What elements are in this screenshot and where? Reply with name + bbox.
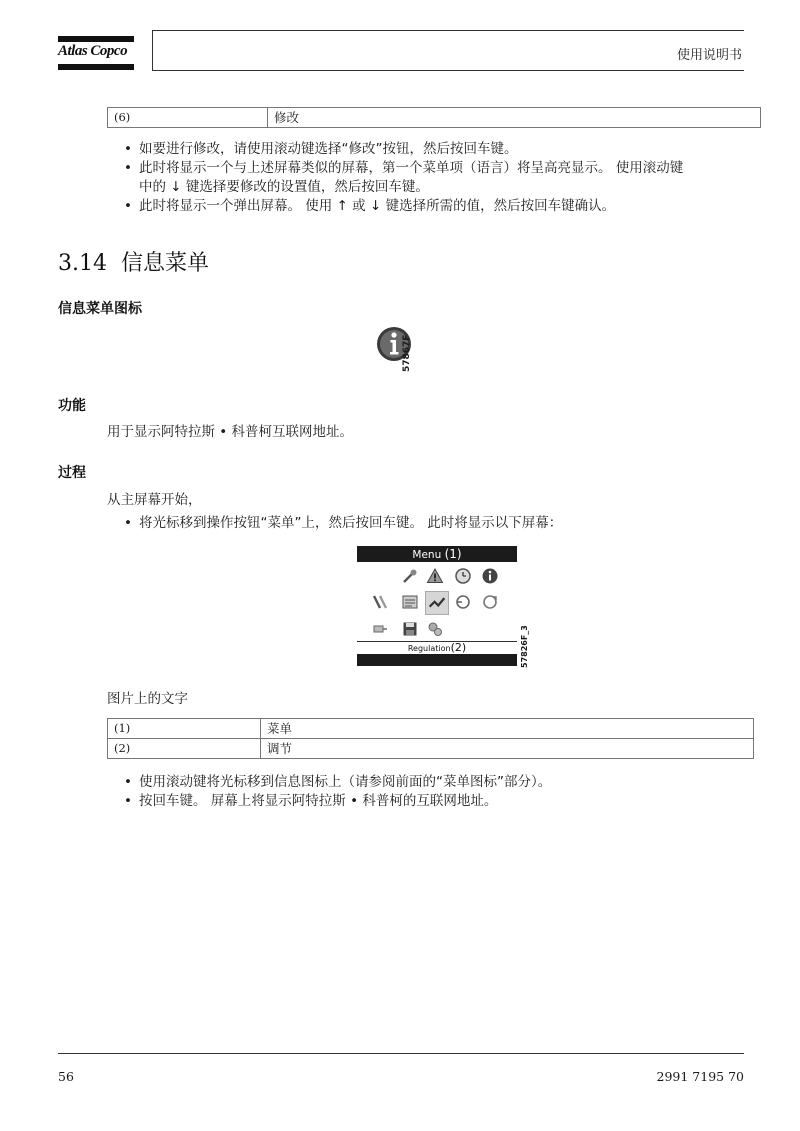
refresh-icon [481, 593, 499, 611]
modify-steps [122, 140, 752, 216]
info-menu-icon [481, 567, 499, 585]
section-title: 信息菜单 [120, 251, 209, 276]
table-row [108, 739, 754, 759]
save-icon [401, 620, 419, 638]
table-row [108, 719, 754, 739]
table-key: (2) [108, 739, 261, 759]
clock-icon [454, 567, 472, 585]
footer-rule [58, 1053, 744, 1054]
settings-icon [426, 620, 444, 638]
table-key: (1) [108, 719, 261, 739]
list-item: • 此时将显示一个弹出屏幕。 使用 ↑ 或 ↓ 键选择所需的值，然后按回车键确认。 [122, 197, 752, 216]
screen-title-marker: (1) [444, 547, 462, 561]
list-item: • 使用滚动键将光标移到信息图标上（请参阅前面的“菜单图标”部分）。 [122, 773, 742, 792]
list-item-continuation: 中的 ↓ 键选择要修改的设置值，然后按回车键。 [139, 179, 429, 195]
list-item [122, 159, 752, 197]
table-value: 修改 [268, 108, 761, 128]
screen-footer-marker: (2) [450, 641, 467, 654]
menu-screenshot [357, 546, 517, 666]
logo-bar-top [58, 36, 134, 42]
figure-caption: 图片上的文字 [107, 691, 188, 707]
service-icon [371, 593, 389, 611]
final-steps [122, 773, 742, 811]
document-title: 使用说明书 [676, 48, 742, 63]
screen-bottom-bar [357, 654, 517, 666]
procedure-intro: 从主屏幕开始， [107, 492, 202, 508]
table-row [108, 108, 761, 128]
logo-bar-bottom [58, 64, 134, 70]
screenshot-code: 57826F_3 [520, 625, 529, 668]
wrench-icon [401, 567, 419, 585]
legend-table [107, 718, 754, 759]
list-item: • 将光标移到操作按钮“菜单”上，然后按回车键。 此时将显示以下屏幕： [122, 514, 742, 533]
regulation-icon-selected [425, 591, 449, 615]
modify-table [107, 107, 761, 128]
icon-heading: 信息菜单图标 [58, 301, 142, 317]
header-rule-left [152, 30, 153, 71]
warning-icon [426, 567, 444, 585]
data-icon [401, 593, 419, 611]
section-heading [58, 246, 209, 277]
icon-code: 57867F [402, 334, 412, 372]
regulation-icon [426, 592, 448, 614]
function-heading: 功能 [58, 398, 86, 414]
atlas-copco-logo [58, 36, 136, 70]
function-text: 用于显示阿特拉斯 • 科普柯互联网地址。 [107, 424, 354, 440]
screen-title: Menu [412, 549, 442, 561]
header-rule-top [152, 30, 744, 31]
table-key: (6) [108, 108, 268, 128]
list-item: • 如要进行修改，请使用滚动键选择“修改”按钮，然后按回车键。 [122, 140, 752, 159]
screen-titlebar [357, 546, 517, 562]
table-value: 调节 [261, 739, 754, 759]
history-icon [454, 593, 472, 611]
list-item: • 按回车键。 屏幕上将显示阿特拉斯 • 科普柯的互联网地址。 [122, 792, 742, 811]
connect-icon [371, 620, 389, 638]
procedure-steps [122, 514, 742, 533]
document-number: 2991 7195 70 [656, 1069, 744, 1084]
list-item-text: 此时将显示一个与上述屏幕类似的屏幕，第一个菜单项（语言）将呈高亮显示。 使用滚动键 [139, 160, 684, 176]
screen-footer [357, 642, 517, 654]
page-number: 56 [58, 1069, 74, 1084]
section-number: 3.14 [58, 251, 107, 276]
table-value: 菜单 [261, 719, 754, 739]
screen-footer-label: Regulation [407, 644, 451, 653]
logo-text: Atlas Copco [58, 43, 128, 59]
procedure-heading: 过程 [58, 465, 86, 481]
header-rule-bottom [152, 70, 744, 71]
